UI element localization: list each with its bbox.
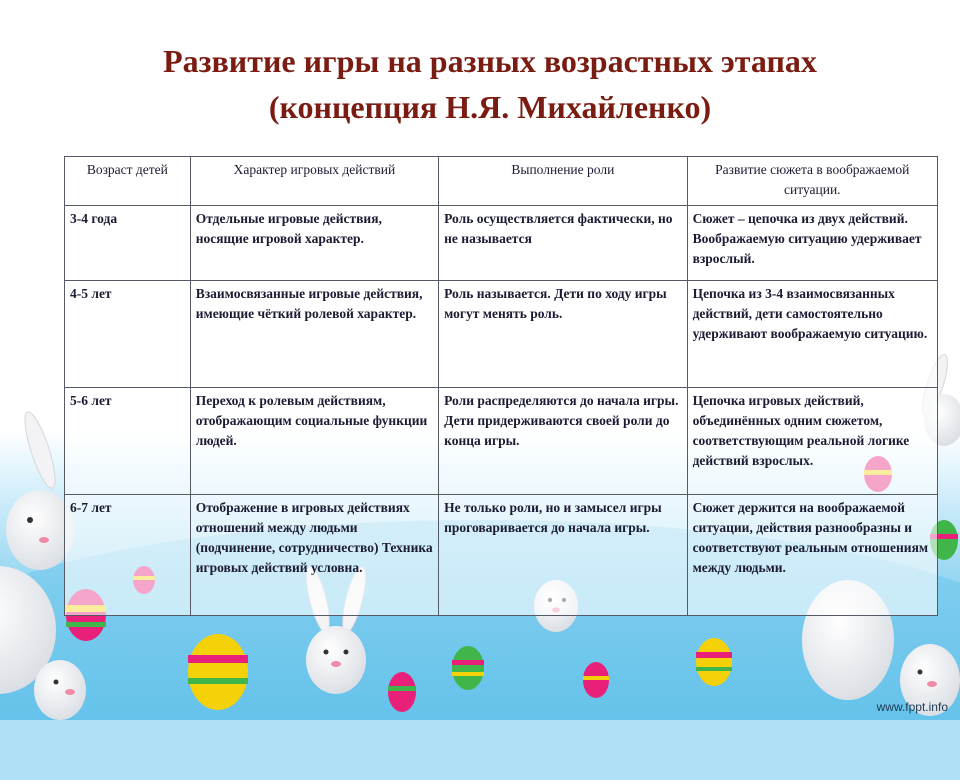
- cell-role: Роли распределяются до начала игры. Дети придерживаются своей роли до конца игры.: [439, 388, 687, 495]
- slide-title-line-2: (концепция Н.Я. Михайленко): [268, 89, 712, 125]
- easter-egg-icon: [583, 662, 609, 698]
- easter-egg-icon: [188, 634, 248, 710]
- easter-egg-icon: [388, 672, 416, 712]
- slide-title: [60, 38, 920, 130]
- cell-actions: Отдельные игровые действия, носящие игровой характер.: [190, 206, 438, 281]
- cell-age: 6-7 лет: [65, 495, 191, 616]
- table-row: [65, 388, 938, 495]
- cell-actions: Отображение в игровых действиях отношений между людьми (подчинение, сотрудничество) Техника игровых действий условна.: [190, 495, 438, 616]
- cell-plot: Цепочка из 3-4 взаимосвязанных действий, дети самостоятельно удерживают воображаемую ситуацию.: [687, 281, 937, 388]
- slide-title-line-1: Развитие игры на разных возрастных этапах: [163, 43, 817, 79]
- header-game-actions: Характер игровых действий: [190, 157, 438, 206]
- cell-role: Роль называется. Дети по ходу игры могут менять роль.: [439, 281, 687, 388]
- cell-age: 3-4 года: [65, 206, 191, 281]
- cell-plot: Цепочка игровых действий, объединённых одним сюжетом, соответствующим реальной логике действий взрослых.: [687, 388, 937, 495]
- cell-age: 5-6 лет: [65, 388, 191, 495]
- footer-site-link: www.fppt.info: [876, 700, 948, 714]
- header-age: Возраст детей: [65, 157, 191, 206]
- easter-egg-icon: [452, 646, 484, 690]
- cell-plot: Сюжет – цепочка из двух действий. Воображаемую ситуацию удерживает взрослый.: [687, 206, 937, 281]
- easter-egg-icon: [696, 638, 732, 686]
- cell-actions: Переход к ролевым действиям, отображающим социальные функции людей.: [190, 388, 438, 495]
- cell-actions: Взаимосвязанные игровые действия, имеющие чёткий ролевой характер.: [190, 281, 438, 388]
- table-row: [65, 206, 938, 281]
- table-header-row: [65, 157, 938, 206]
- cell-age: 4-5 лет: [65, 281, 191, 388]
- table-row: [65, 281, 938, 388]
- header-role: Выполнение роли: [439, 157, 687, 206]
- cell-plot: Сюжет держится на воображаемой ситуации, действия разнообразны и соответствуют реальным отношениям между людьми.: [687, 495, 937, 616]
- game-development-table: [64, 156, 938, 616]
- cell-role: Роль осуществляется фактически, но не называется: [439, 206, 687, 281]
- cell-role: Не только роли, но и замысел игры проговаривается до начала игры.: [439, 495, 687, 616]
- header-plot: Развитие сюжета в воображаемой ситуации.: [687, 157, 937, 206]
- table-row: [65, 495, 938, 616]
